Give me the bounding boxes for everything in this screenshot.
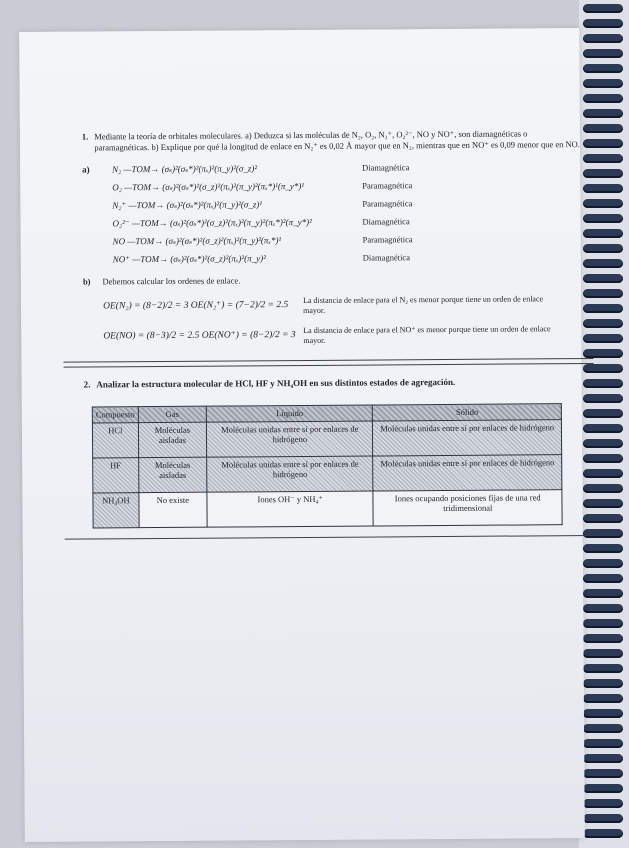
part-b-label: b) [82,276,91,287]
part-a-label: a) [82,164,90,175]
spiral-ring [583,64,623,73]
spiral-ring [583,124,623,133]
spiral-ring [583,289,623,298]
divider [64,363,594,368]
table-cell: Iones ocupando posiciones fijas de una red tridimensional [373,489,562,525]
spiral-ring [583,769,623,778]
spiral-ring [583,514,623,523]
spiral-ring [583,34,623,43]
orbital-list [82,157,583,268]
table-cell: HCl [92,422,138,457]
bond-order-equation: OE(NO) = (8−3)/2 = 2.5 OE(NO⁺) = (8−2)/2 = 3 [103,329,296,342]
spiral-ring [583,184,623,193]
spiral-ring [583,229,623,238]
question-1 [82,128,582,153]
question-2-number: 2. [83,379,91,390]
magnetic-property: Paramagnética [362,234,413,245]
spiral-ring [583,499,623,508]
spiral-ring [583,724,623,733]
spiral-ring [583,139,623,148]
spiral-ring [583,4,623,13]
spiral-ring [583,364,623,373]
magnetic-property: Diamagnética [362,216,410,227]
orbital-row [83,247,583,268]
table-cell: Iones OH⁻ y NH₄⁺ [207,491,374,527]
spiral-ring [583,799,623,808]
aggregation-table [92,403,563,528]
table-row [92,419,561,457]
table-row [93,489,562,527]
spiral-ring [583,679,623,688]
divider [65,535,595,540]
spiral-binding [579,0,629,848]
spiral-ring [583,529,623,538]
spiral-ring [583,784,623,793]
spiral-ring [583,334,623,343]
table-cell: Moléculas unidas entre sí por enlaces de hidrógeno [373,454,562,490]
orbital-formula: O₂²⁻ —TOM→ (σₛ)²(σₛ*)²(σ_z)²(πₓ)²(π_y)²(πₓ*)²(π_y*)² [112,216,312,228]
spiral-ring [583,664,623,673]
spiral-ring [583,649,623,658]
spiral-ring [583,379,623,388]
header-solid: Sólido [373,404,562,421]
spiral-ring [583,79,623,88]
spiral-ring [583,304,623,313]
table-cell: Moléculas aisladas [138,422,207,457]
spiral-ring [583,244,623,253]
header-gas: Gas [138,406,206,422]
spiral-ring [583,754,623,763]
bond-order-note: La distancia de enlace para el N₂ es menor porque tiene un orden de enlace mayor. [303,294,544,315]
spiral-ring [583,349,623,358]
part-b [83,273,583,287]
spiral-ring [583,19,623,28]
table-cell: Moléculas unidas entre sí por enlaces de hidrógeno [207,421,374,457]
spiral-ring [583,574,623,583]
spiral-ring [583,49,623,58]
magnetic-property: Paramagnética [362,198,413,209]
question-1-text: Mediante la teoría de orbitales moleculares. a) Deduzca si las moléculas de N₂, O₂, N₂⁺, O₂²⁻, NO y NO⁺, son diamagnéticas o paramagnéticas. b) Explique por qué la longitud de enlace en N₂⁺ es 0,02 Å mayor que en N₂, mientras que en NO⁺ es 0,09 menor que en NO. [94,128,580,153]
spiral-ring [583,829,623,838]
spiral-ring [583,274,623,283]
magnetic-property: Diamagnética [362,252,410,263]
orbital-formula: N₂ —TOM→ (σₛ)²(σₛ*)²(πₓ)²(π_y)²(σ_z)² [112,162,258,174]
orbital-formula: O₂ —TOM→ (σₛ)²(σₛ*)²(σ_z)²(πₓ)²(π_y)²(πₓ*)¹(π_y*)¹ [112,180,305,192]
spiral-ring [583,469,623,478]
spiral-ring [583,319,623,328]
question-1-number: 1. [81,131,89,142]
spiral-ring [583,484,623,493]
spiral-ring [583,544,623,553]
document-content [82,128,585,539]
table-cell: NH₄OH [93,492,139,527]
magnetic-property: Diamagnética [362,162,410,173]
spiral-ring [583,199,623,208]
question-2-text: Analizar la estructura molecular de HCl, HF y NH₄OH en sus distintos estados de agregación. [96,376,456,390]
magnetic-property: Paramagnética [362,180,413,191]
spiral-ring [583,814,623,823]
orbital-formula: NO —TOM→ (σₛ)²(σₛ*)²(σ_z)²(πₓ)²(π_y)²(πₓ*)¹ [112,234,282,246]
spiral-ring [583,394,623,403]
bond-order-row [83,294,583,317]
spiral-ring [583,109,623,118]
table-cell: No existe [139,492,208,527]
bond-order-row [83,324,583,347]
spiral-ring [583,619,623,628]
spiral-ring [583,454,623,463]
spiral-ring [583,94,623,103]
spiral-ring [583,439,623,448]
spiral-ring [583,424,623,433]
orbital-formula: N₂⁺ —TOM→ (σₛ)²(σₛ*)²(πₓ)²(π_y)²(σ_z)¹ [112,198,263,210]
spiral-ring [583,634,623,643]
spiral-ring [583,694,623,703]
spiral-ring [583,154,623,163]
header-liquid: Líquido [206,405,372,422]
bond-order-note: La distancia de enlace para el NO⁺ es menor porque tiene un orden de enlace mayor. [303,324,551,345]
header-compound: Compuesto [92,407,138,423]
question-2 [84,376,584,391]
table-cell: Moléculas aisladas [138,457,207,492]
orbital-formula: NO⁺ —TOM→ (σₛ)²(σₛ*)²(σ_z)²(πₓ)²(π_y)² [112,252,266,264]
spiral-ring [583,739,623,748]
table-cell: Moléculas unidas entre sí por enlaces de hidrógeno [373,419,562,455]
spiral-ring [583,589,623,598]
spiral-ring [583,169,623,178]
spiral-ring [583,409,623,418]
part-b-text: Debemos calcular los ordenes de enlace. [102,275,241,287]
paper-sheet [19,28,585,842]
table-cell: HF [93,457,139,492]
table-row [93,454,562,492]
spiral-ring [583,709,623,718]
table-cell: Moléculas unidas entre sí por enlaces de hidrógeno [207,456,374,492]
spiral-ring [583,604,623,613]
spiral-ring [583,214,623,223]
bond-order-equation: OE(N₂) = (8−2)/2 = 3 OE(N₂⁺) = (7−2)/2 = 2.5 [103,300,289,312]
spiral-ring [583,259,623,268]
divider [63,358,593,363]
spiral-ring [583,559,623,568]
